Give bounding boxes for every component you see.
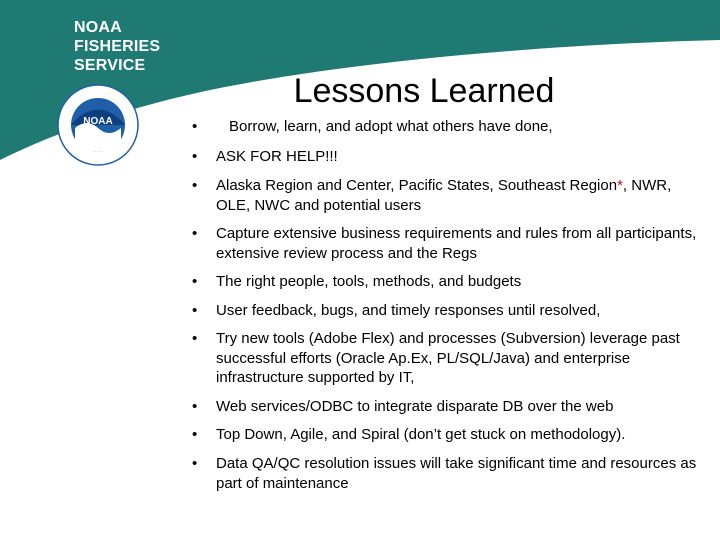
red-asterisk: * <box>617 177 623 194</box>
list-item <box>192 117 702 137</box>
bullet-text <box>216 176 702 215</box>
bullet-marker: • <box>192 273 198 290</box>
org-name-line-3: SERVICE <box>74 57 146 74</box>
bullet-text: Top Down, Agile, and Spiral (don’t get stuck on methodology). <box>216 426 626 443</box>
slide-title: Lessons Learned <box>293 72 555 110</box>
bullet-marker: • <box>192 302 198 319</box>
bullet-text: ASK FOR HELP!!! <box>216 148 338 165</box>
list-item <box>192 397 702 417</box>
bullet-text-part: Alaska Region and Center, Pacific States, Southeast Region <box>216 177 618 194</box>
bullet-marker: • <box>192 426 198 443</box>
bullet-text: Try new tools (Adobe Flex) and processes (Subversion) leverage past successful efforts (Oracle Ap.Ex, PL/SQL/Java) and enterprise infrastructure supported by IT, <box>216 330 680 386</box>
org-name-line-2: FISHERIES <box>74 38 161 55</box>
org-name <box>74 18 160 75</box>
bullet-text: Borrow, learn, and adopt what others have done, <box>229 118 553 135</box>
bullet-marker: • <box>192 118 198 135</box>
list-item <box>192 147 702 167</box>
bullet-marker: • <box>192 455 198 472</box>
bullet-marker: • <box>192 225 198 242</box>
bullet-marker: • <box>192 398 198 415</box>
bullet-marker: • <box>192 177 198 194</box>
bullet-text: Data QA/QC resolution issues will take significant time and resources as part of maintenance <box>216 455 697 492</box>
bullet-text: Capture extensive business requirements and rules from all participants, extensive review process and the Regs <box>216 225 697 262</box>
list-item <box>192 425 702 445</box>
bullet-text: User feedback, bugs, and timely responses until resolved, <box>216 302 601 319</box>
list-item <box>192 329 702 388</box>
list-item <box>192 224 702 263</box>
list-item <box>192 301 702 321</box>
list-item <box>192 176 702 215</box>
bullet-text: Web services/ODBC to integrate disparate DB over the web <box>216 398 614 415</box>
logo-text: NOAA <box>83 116 113 127</box>
list-item <box>192 272 702 292</box>
bullet-marker: • <box>192 330 198 347</box>
bullet-text-part: , NWR, OLE, NWC and potential users <box>216 177 672 214</box>
org-name-line-1: NOAA <box>74 19 122 36</box>
bullet-text: The right people, tools, methods, and budgets <box>216 273 522 290</box>
bullet-marker: • <box>192 148 198 165</box>
list-item <box>192 454 702 493</box>
